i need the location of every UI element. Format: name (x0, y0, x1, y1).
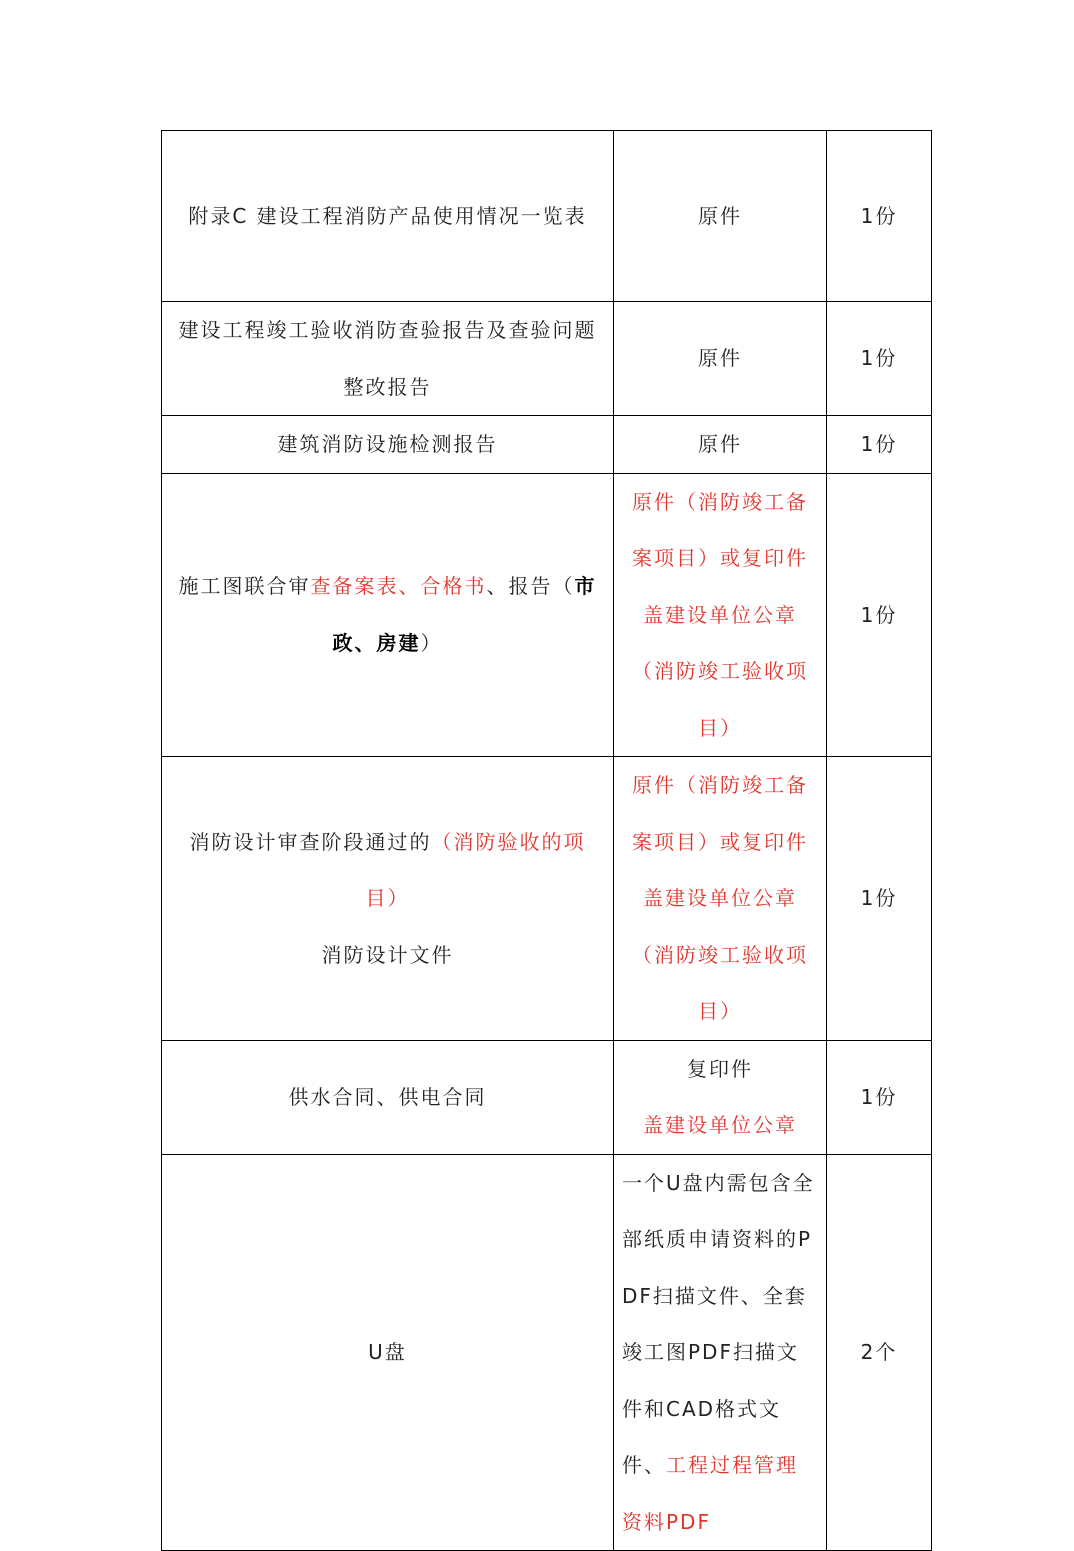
item-text: 供水合同、供电合同 (288, 1084, 487, 1109)
table-row (162, 131, 932, 302)
item-cell (162, 131, 614, 302)
item-cell (162, 757, 614, 1041)
form-cell (614, 1154, 827, 1551)
item-text-prefix: 消防设计审查阶段通过的 (189, 829, 432, 854)
form-cell (614, 302, 827, 416)
qty-cell (827, 473, 932, 757)
form-text: 复印件 (687, 1056, 753, 1081)
item-cell (162, 473, 614, 757)
table-row (162, 416, 932, 474)
item-text-bold: 市政、房建 (332, 574, 597, 655)
form-text: 原件 (698, 346, 742, 371)
qty-text: 1份 (860, 346, 898, 371)
form-text: 原件 (698, 203, 742, 228)
item-text-prefix: 施工图联合审 (178, 574, 311, 599)
form-cell (614, 416, 827, 474)
item-text-highlight: （消防验收的项目） (365, 829, 586, 910)
table-row (162, 757, 932, 1041)
item-text: U盘 (368, 1340, 407, 1364)
qty-cell (827, 302, 932, 416)
form-cell (614, 757, 827, 1041)
qty-text: 1份 (860, 1084, 898, 1109)
item-text: 建筑消防设施检测报告 (277, 432, 498, 456)
item-cell (162, 302, 614, 416)
form-text-highlight: 工程过程管理资料PDF (622, 1453, 798, 1534)
qty-text: 2个 (860, 1340, 898, 1364)
form-text: 原件 (698, 432, 742, 456)
item-cell (162, 1040, 614, 1154)
table-row (162, 1154, 932, 1551)
qty-text: 1份 (860, 203, 898, 228)
form-cell (614, 131, 827, 302)
item-cell (162, 416, 614, 474)
item-cell (162, 1154, 614, 1551)
qty-cell (827, 1040, 932, 1154)
item-text-highlight: 查备案表、合格书 (310, 574, 487, 599)
qty-cell (827, 757, 932, 1041)
qty-text: 1份 (860, 432, 898, 456)
qty-cell (827, 416, 932, 474)
table-row (162, 302, 932, 416)
qty-cell (827, 1154, 932, 1551)
form-text: 原件（消防竣工备案项目）或复印件盖建设单位公章（消防竣工验收项目） (632, 773, 808, 1023)
form-cell (614, 1040, 827, 1154)
table-row (162, 1040, 932, 1154)
item-text-suffix: ） (420, 630, 443, 655)
form-text: 原件（消防竣工备案项目）或复印件盖建设单位公章（消防竣工验收项目） (632, 489, 808, 740)
item-text-suffix: 消防设计文件 (321, 942, 454, 967)
form-cell (614, 473, 827, 757)
item-text-mid: 、报告（ (486, 574, 575, 599)
qty-text: 1份 (860, 886, 898, 910)
qty-cell (827, 131, 932, 302)
materials-table (161, 130, 932, 1551)
item-text: 建设工程竣工验收消防查验报告及查验问题整改报告 (178, 318, 597, 399)
form-text: 一个U盘内需包含全部纸质申请资料的PDF扫描文件、全套竣工图PDF扫描文件和CAD格式文件、 (622, 1170, 815, 1477)
item-text: 附录C 建设工程消防产品使用情况一览表 (188, 203, 587, 228)
qty-text: 1份 (860, 602, 898, 627)
table-row (162, 473, 932, 757)
form-text-highlight: 盖建设单位公章 (643, 1113, 797, 1137)
